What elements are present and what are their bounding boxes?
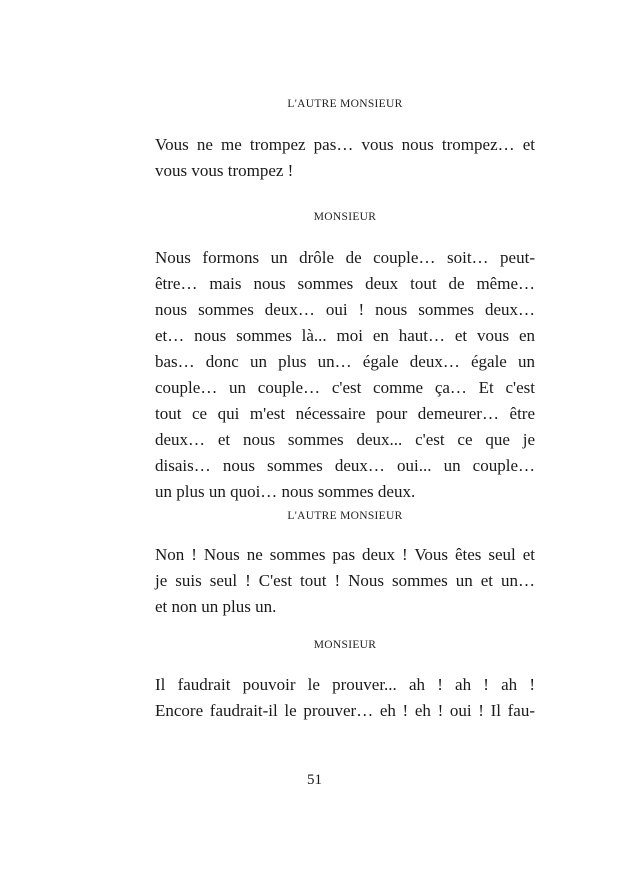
speaker-heading: MONSIEUR: [313, 211, 377, 223]
text-line: Il faudrait pouvoir le prouver... ah ! ah ! ah !: [155, 675, 535, 694]
text-line: disais… nous sommes deux… oui... un couple…: [155, 456, 535, 475]
dialogue-paragraph: [155, 542, 535, 620]
text-line: couple… un couple… c'est comme ça… Et c'est: [155, 378, 535, 397]
text-line: Non ! Nous ne sommes pas deux ! Vous êtes seul et: [155, 545, 535, 564]
text-line: Encore faudrait-il le prouver… eh ! eh ! oui ! Il fau-: [155, 701, 535, 720]
text-line: être… mais nous sommes deux tout de même…: [155, 274, 535, 293]
dialogue-paragraph: [155, 132, 535, 184]
text-line: deux… et nous sommes deux... c'est ce que je: [155, 430, 535, 449]
speaker-heading: L'AUTRE MONSIEUR: [287, 98, 403, 110]
text-line: vous vous trompez !: [155, 161, 294, 180]
dialogue-paragraph: [155, 245, 535, 505]
text-line: bas… donc un plus un… égale deux… égale un: [155, 352, 535, 371]
text-line: je suis seul ! C'est tout ! Nous sommes un et un…: [155, 571, 535, 590]
speaker-heading: L'AUTRE MONSIEUR: [287, 510, 403, 522]
dialogue-paragraph: [155, 672, 535, 724]
speaker-heading: MONSIEUR: [313, 639, 377, 651]
text-line: et… nous sommes là... moi en haut… et vous en: [155, 326, 535, 345]
text-line: Vous ne me trompez pas… vous nous trompez… et: [155, 135, 535, 154]
text-line: un plus un quoi… nous sommes deux.: [155, 482, 416, 501]
text-line: Nous formons un drôle de couple… soit… peut-: [155, 248, 535, 267]
text-line: tout ce qui m'est nécessaire pour demeurer… être: [155, 404, 535, 423]
text-line: et non un plus un.: [155, 597, 277, 616]
text-line: nous sommes deux… oui ! nous sommes deux…: [155, 300, 535, 319]
page-number: 51: [307, 772, 322, 788]
